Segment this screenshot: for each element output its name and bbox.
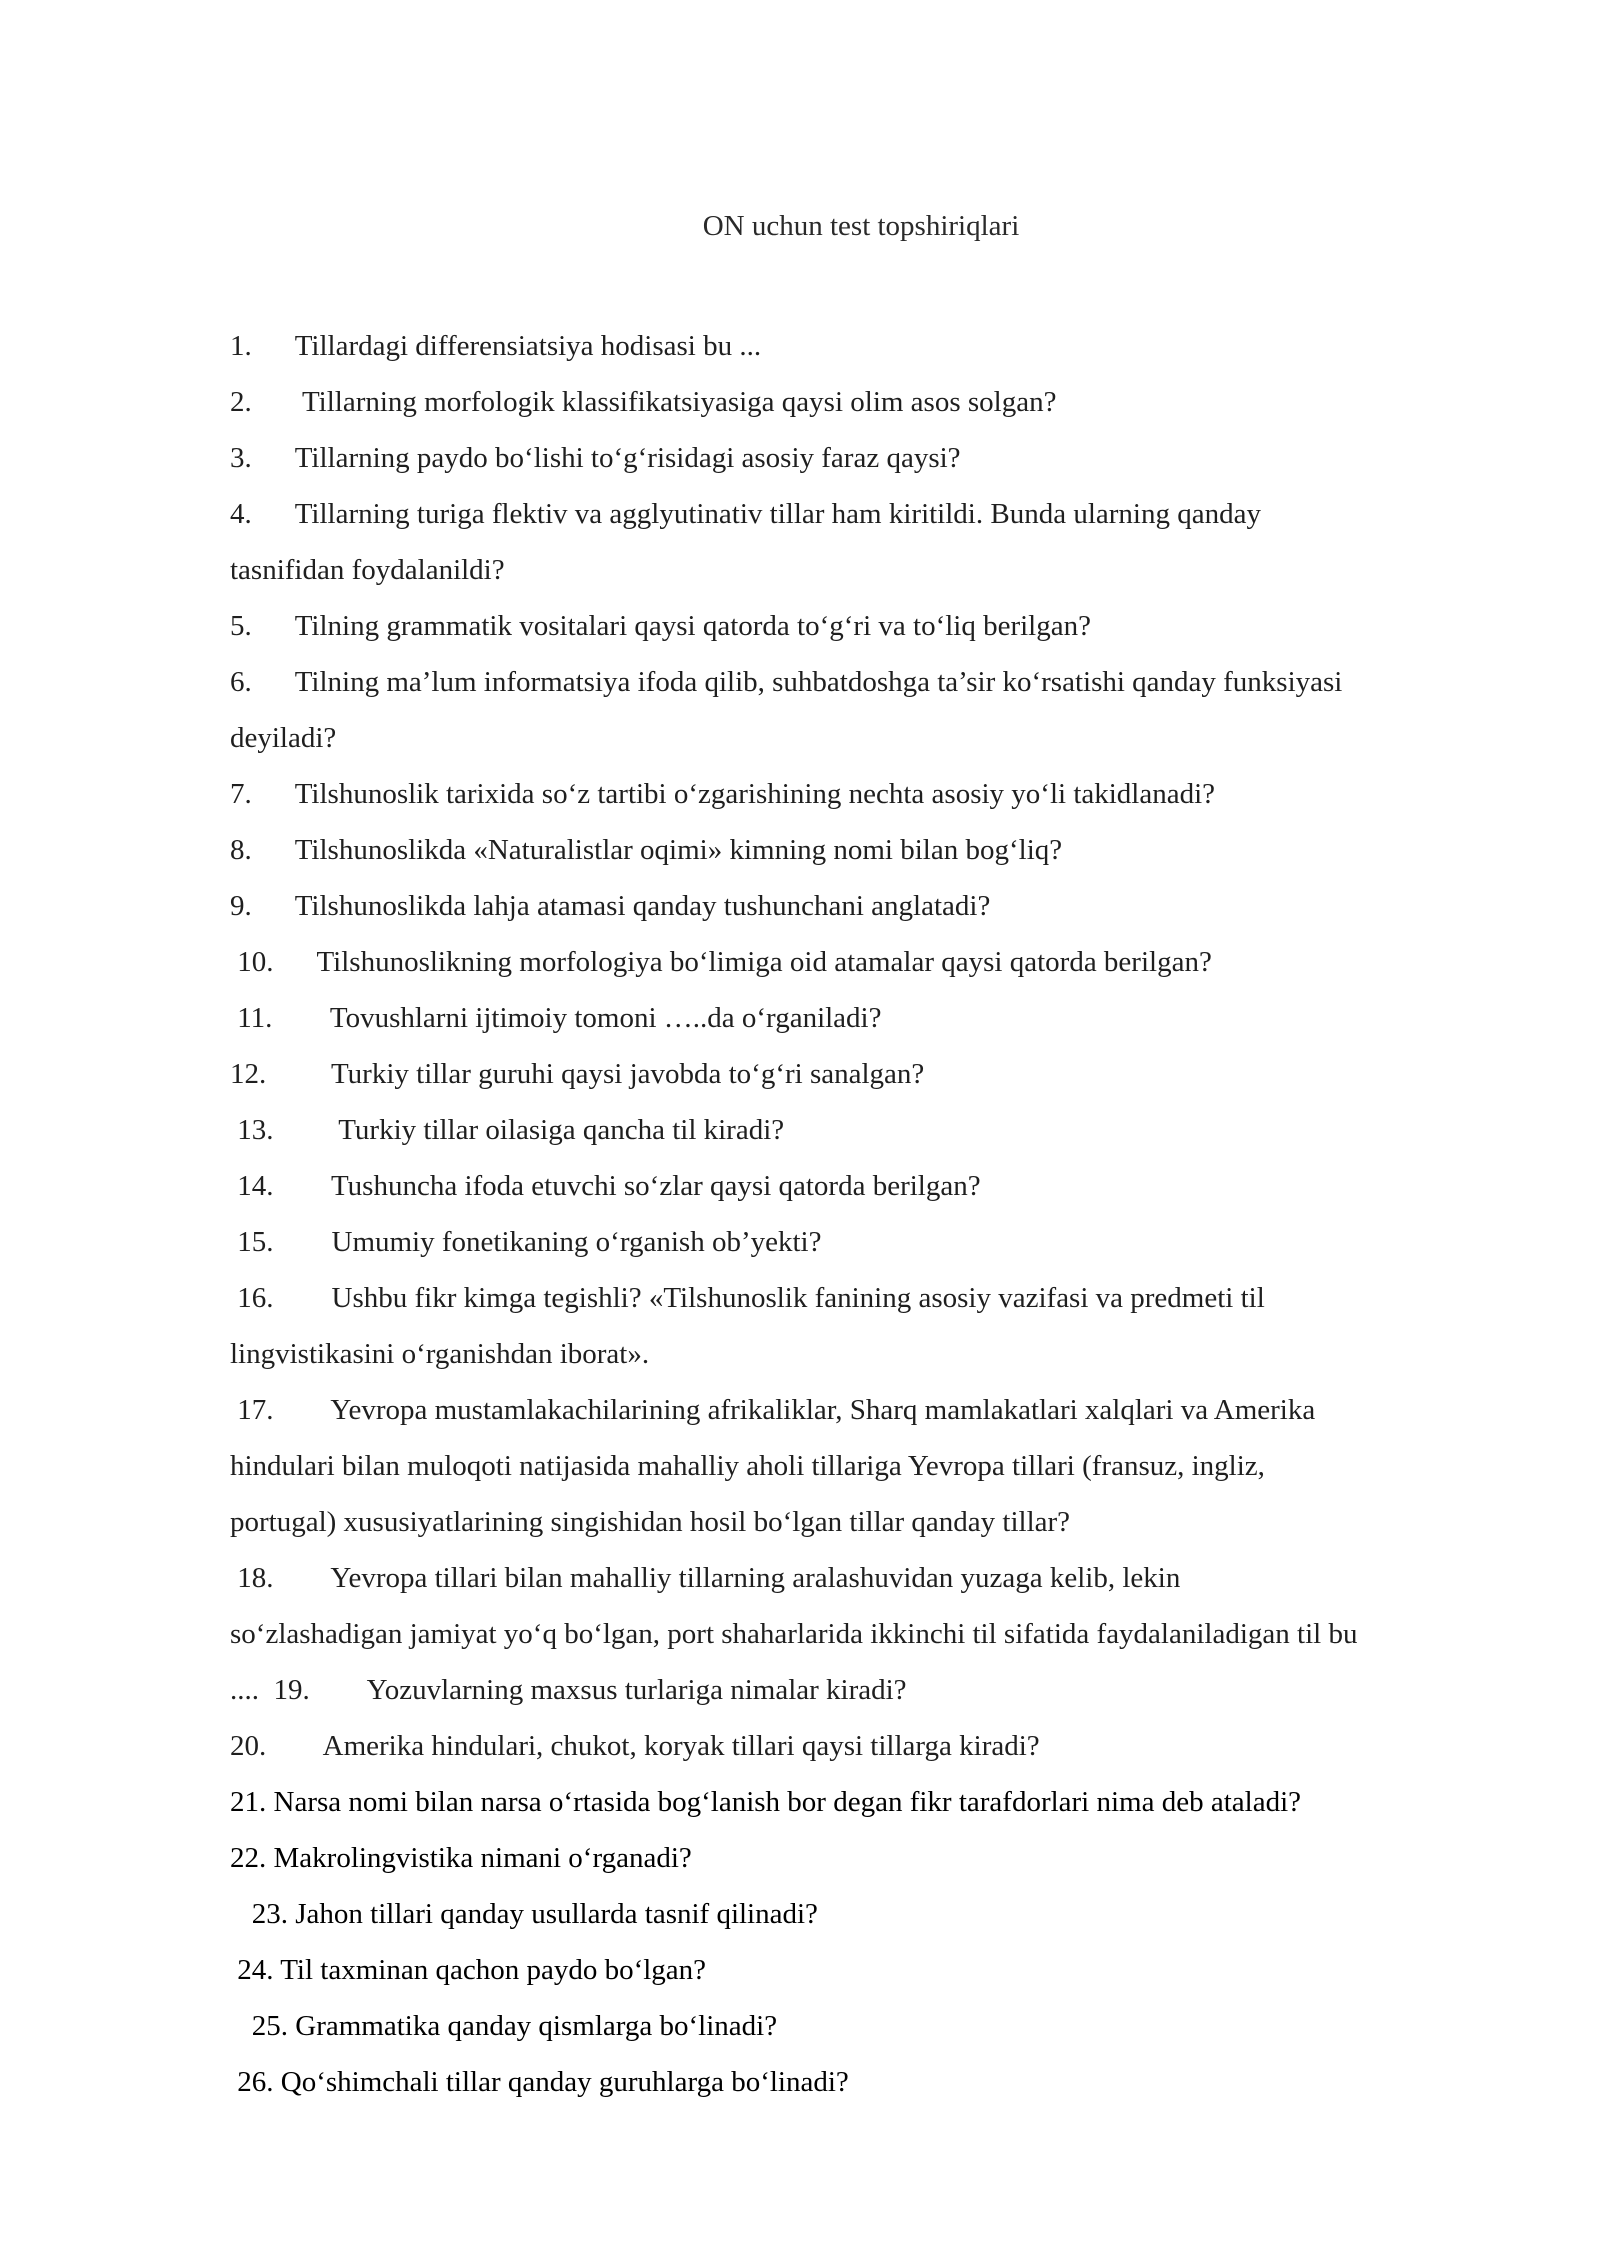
question-15: 15. Umumiy fonetikaning o‘rganish ob’yekti? xyxy=(230,1226,822,1258)
question-13: 13. Turkiy tillar oilasiga qancha til kiradi? xyxy=(230,1114,785,1146)
question-7: 7. Tilshunoslik tarixida so‘z tartibi o‘zgarishining nechta asosiy yo‘li takidlanadi? xyxy=(230,778,1216,810)
question-5: 5. Tilning grammatik vositalari qaysi qatorda to‘g‘ri va to‘liq berilgan? xyxy=(230,610,1091,642)
question-4: 4. Tillarning turiga flektiv va agglyutinativ tillar ham kiritildi. Bunda ularning qanday xyxy=(230,498,1261,530)
question-17-continued: hindulari bilan muloqoti natijasida mahalliy aholi tillariga Yevropa tillari (fransuz, ingliz, xyxy=(230,1450,1265,1482)
question-4-continued: tasnifidan foydalanildi? xyxy=(230,554,505,586)
question-2: 2. Tillarning morfologik klassifikatsiyasiga qaysi olim asos solgan? xyxy=(230,386,1057,418)
question-18: 18. Yevropa tillari bilan mahalliy tillarning aralashuvidan yuzaga kelib, lekin xyxy=(230,1562,1181,1594)
question-24: 24. Til taxminan qachon paydo bo‘lgan? xyxy=(230,1954,707,1986)
question-16: 16. Ushbu fikr kimga tegishli? «Tilshunoslik fanining asosiy vazifasi va predmeti til xyxy=(230,1282,1265,1314)
question-20: 20. Amerika hindulari, chukot, koryak tillari qaysi tillarga kiradi? xyxy=(230,1730,1040,1762)
question-16-continued: lingvistikasini o‘rganishdan iborat». xyxy=(230,1338,650,1370)
question-6-continued: deyiladi? xyxy=(230,722,337,754)
page-title: ON uchun test topshiriqlari xyxy=(702,210,1020,242)
question-19: .... 19. Yozuvlarning maxsus turlariga nimalar kiradi? xyxy=(230,1674,907,1706)
question-23: 23. Jahon tillari qanday usullarda tasnif qilinadi? xyxy=(230,1898,818,1930)
question-1: 1. Tillardagi differensiatsiya hodisasi bu ... xyxy=(230,330,762,362)
question-3: 3. Tillarning paydo bo‘lishi to‘g‘risidagi asosiy faraz qaysi? xyxy=(230,442,961,474)
question-17-continued-2: portugal) xususiyatlarining singishidan hosil bo‘lgan tillar qanday tillar? xyxy=(230,1506,1071,1538)
question-26: 26. Qo‘shimchali tillar qanday guruhlarga bo‘linadi? xyxy=(230,2066,849,2098)
question-14: 14. Tushuncha ifoda etuvchi so‘zlar qaysi qatorda berilgan? xyxy=(230,1170,981,1202)
question-list xyxy=(230,318,1520,2110)
question-12: 12. Turkiy tillar guruhi qaysi javobda to‘g‘ri sanalgan? xyxy=(230,1058,925,1090)
question-18-continued: so‘zlashadigan jamiyat yo‘q bo‘lgan, port shaharlarida ikkinchi til sifatida faydalaniladigan til bu xyxy=(230,1618,1358,1650)
question-25: 25. Grammatika qanday qismlarga bo‘linadi? xyxy=(230,2010,778,2042)
question-9: 9. Tilshunoslikda lahja atamasi qanday tushunchani anglatadi? xyxy=(230,890,991,922)
question-22: 22. Makrolingvistika nimani o‘rganadi? xyxy=(230,1842,692,1874)
question-8: 8. Tilshunoslikda «Naturalistlar oqimi» kimning nomi bilan bog‘liq? xyxy=(230,834,1063,866)
question-6: 6. Tilning ma’lum informatsiya ifoda qilib, suhbatdoshga ta’sir ko‘rsatishi qanday funksiyasi xyxy=(230,666,1343,698)
question-11: 11. Tovushlarni ijtimoiy tomoni …..da o‘rganiladi? xyxy=(230,1002,882,1034)
question-17: 17. Yevropa mustamlakachilarining afrikaliklar, Sharq mamlakatlari xalqlari va Amerika xyxy=(230,1394,1316,1426)
question-10: 10. Tilshunoslikning morfologiya bo‘limiga oid atamalar qaysi qatorda berilgan? xyxy=(230,946,1212,978)
question-21: 21. Narsa nomi bilan narsa o‘rtasida bog‘lanish bor degan fikr tarafdorlari nima deb ataladi? xyxy=(230,1786,1302,1818)
